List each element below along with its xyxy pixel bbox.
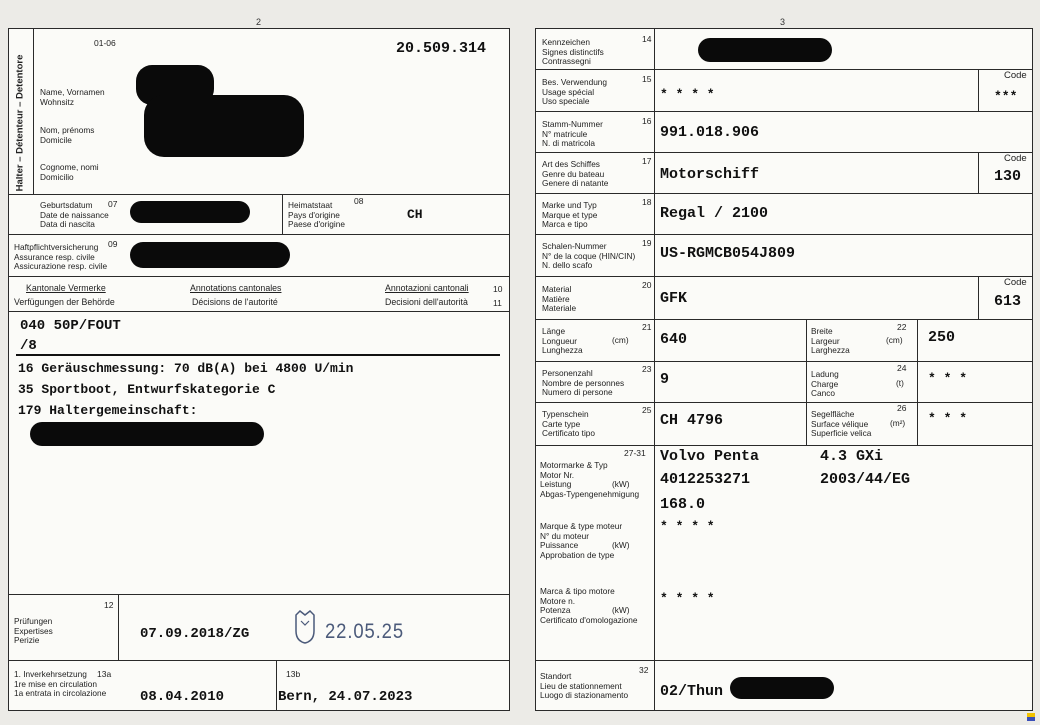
redacted-joint-holder xyxy=(30,422,264,446)
usage-code-label: Code xyxy=(1004,70,1027,81)
field-number-26: 26 xyxy=(897,403,907,413)
type-certificate-label: Typenschein Carte type Certificato tipo xyxy=(542,409,596,438)
remarks-header-col2: Annotations cantonales xyxy=(190,283,282,293)
inspection-date: 07.09.2018/ZG xyxy=(140,626,250,642)
sail-area-label: Segelfläche Surface vélique Superficie velica xyxy=(811,409,872,438)
engine-approval-value: 2003/44/EG xyxy=(820,471,911,488)
field-number-27-31: 27-31 xyxy=(624,448,646,458)
plate-label: Kennzeichen Signes distinctifs Contrassegni xyxy=(542,37,604,66)
name-label-it: Cognome, nomi Domicilio xyxy=(40,162,99,182)
engine-type-value: 4.3 GXi xyxy=(820,448,884,465)
engine-label: Motormarke & Typ Motor Nr. Leistung Abgas-Typengenehmigung xyxy=(540,460,640,499)
field-number-13b: 13b xyxy=(286,669,301,679)
engine-make-value: Volvo Penta xyxy=(660,448,760,465)
remarks-header-col1: Kantonale Vermerke xyxy=(26,283,106,293)
field-number-01-06: 01-06 xyxy=(94,38,116,48)
inspection-stamp-crest-icon xyxy=(293,609,317,645)
remarks-header-row2-col3: Decisioni dell'autorità xyxy=(385,297,468,307)
width-label: Breite Largeur Larghezza xyxy=(811,326,850,355)
location-value: 02/Thun xyxy=(660,683,724,700)
boat-type-code-value: 130 xyxy=(994,168,1022,185)
engine-it-value: * * * * xyxy=(660,591,715,606)
persons-label: Personenzahl Nombre de personnes Numero di persone xyxy=(542,368,625,397)
remarks-header-row2-col2: Décisions de l'autorité xyxy=(192,297,278,307)
engine-fr-value: * * * * xyxy=(660,519,715,534)
remarks-code-line2: /8 xyxy=(20,338,37,354)
issue-place-date: Bern, 24.07.2023 xyxy=(278,689,413,705)
length-value: 640 xyxy=(660,331,688,348)
engine-fr-unit: (kW) xyxy=(612,540,630,550)
field-number-16: 16 xyxy=(642,116,652,126)
location-label: Standort Lieu de stationnement Luogo di stazionamento xyxy=(540,671,629,700)
engine-it-label: Marca & tipo motore Motore n. Potenza Certificato d'omologazione xyxy=(540,586,638,625)
field-number-15: 15 xyxy=(642,74,652,84)
persons-value: 9 xyxy=(660,371,670,388)
first-registration-date: 08.04.2010 xyxy=(140,689,225,705)
load-value: * * * xyxy=(928,371,968,386)
redacted-birth-date xyxy=(130,201,250,223)
load-unit: (t) xyxy=(896,378,904,388)
field-number-19: 19 xyxy=(642,238,652,248)
material-code-label: Code xyxy=(1004,277,1027,288)
insurance-label: Haftpflichtversicherung Assurance resp. civile Assicurazione resp. civile xyxy=(14,242,108,271)
name-label: Name, Vornamen Wohnsitz xyxy=(40,87,105,107)
field-number-12: 12 xyxy=(104,600,114,610)
redacted-insurance xyxy=(130,242,290,268)
field-number-21: 21 xyxy=(642,322,652,332)
remarks-line-sportboat: 35 Sportboot, Entwurfskategorie C xyxy=(18,382,276,397)
type-certificate-value: CH 4796 xyxy=(660,412,724,429)
material-label: Material Matière Materiale xyxy=(542,284,577,313)
field-number-17: 17 xyxy=(642,156,652,166)
field-number-22: 22 xyxy=(897,322,907,332)
field-number-13a: 13a xyxy=(97,669,112,679)
usage-label: Bes. Verwendung Usage spécial Uso speciale xyxy=(542,77,608,106)
engine-fr-label: Marque & type moteur N° du moteur Puissance Approbation de type xyxy=(540,521,623,560)
home-country-value: CH xyxy=(407,207,423,222)
make-type-label: Marke und Typ Marque et type Marca e tipo xyxy=(542,200,598,229)
field-number-18: 18 xyxy=(642,197,652,207)
width-value: 250 xyxy=(928,329,956,346)
remarks-header-row2-col1: Verfügungen der Behörde xyxy=(14,297,115,307)
length-label: Länge Longueur Lunghezza xyxy=(542,326,583,355)
remarks-line-joint-holder: 179 Haltergemeinschaft: xyxy=(18,403,198,418)
corner-mark-blue xyxy=(1027,717,1035,721)
field-number-20: 20 xyxy=(642,280,652,290)
hull-number-label: Schalen-Nummer N° de la coque (HIN/CIN) N. dello scafo xyxy=(542,241,636,270)
sail-area-unit: (m²) xyxy=(890,418,906,428)
material-code-value: 613 xyxy=(994,293,1022,310)
registration-number-value: 991.018.906 xyxy=(660,124,760,141)
field-number-24: 24 xyxy=(897,363,907,373)
remarks-code-line1: 040 50P/FOUT xyxy=(20,318,121,334)
holder-header: Halter – Détenteur – Detentore xyxy=(14,54,26,191)
first-registration-label: 1. Inverkehrsetzung 1re mise en circulation 1a entrata in circolazione xyxy=(14,669,107,698)
length-unit: (cm) xyxy=(612,335,629,345)
field-number-11: 11 xyxy=(493,298,502,308)
engine-power-unit: (kW) xyxy=(612,479,630,489)
redacted-holder-address xyxy=(144,95,304,157)
field-number-07: 07 xyxy=(108,199,118,209)
engine-serial-value: 4012253271 xyxy=(660,471,751,488)
name-label-fr: Nom, prénoms Domicile xyxy=(40,125,95,145)
field-number-25: 25 xyxy=(642,405,652,415)
remarks-line-noise: 16 Geräuschmessung: 70 dB(A) bei 4800 U/min xyxy=(18,361,354,376)
birth-date-label: Geburtsdatum Date de naissance Data di nascita xyxy=(40,200,109,229)
hull-number-value: US-RGMCB054J809 xyxy=(660,245,796,262)
field-number-14: 14 xyxy=(642,34,652,44)
load-label: Ladung Charge Canco xyxy=(811,369,839,398)
redacted-plate xyxy=(698,38,832,62)
usage-code-value: *** xyxy=(994,89,1018,104)
home-country-label: Heimatstaat Pays d'origine Paese d'origine xyxy=(288,200,345,229)
remarks-header-col3: Annotazioni cantonali xyxy=(385,283,469,293)
redacted-location xyxy=(730,677,834,699)
engine-power-value: 168.0 xyxy=(660,496,706,513)
material-value: GFK xyxy=(660,290,688,307)
field-number-09: 09 xyxy=(108,239,118,249)
page-number-right: 3 xyxy=(780,17,786,27)
boat-type-code-label: Code xyxy=(1004,153,1027,164)
boat-type-value: Motorschiff xyxy=(660,166,760,183)
field-number-10: 10 xyxy=(493,284,503,294)
holder-id-number: 20.509.314 xyxy=(396,40,487,57)
registration-number-label: Stamm-Nummer N° matricule N. di matricola xyxy=(542,119,603,148)
inspection-stamp-date: 22.05.25 xyxy=(325,620,404,643)
make-type-value: Regal / 2100 xyxy=(660,205,769,222)
usage-value: * * * * xyxy=(660,87,715,102)
field-number-23: 23 xyxy=(642,364,652,374)
inspections-label: Prüfungen Expertises Perizie xyxy=(14,616,53,645)
sail-area-value: * * * xyxy=(928,411,968,426)
width-unit: (cm) xyxy=(886,335,903,345)
field-number-32: 32 xyxy=(639,665,649,675)
boat-type-label: Art des Schiffes Genre du bateau Genere di natante xyxy=(542,159,609,188)
page-number-left: 2 xyxy=(256,17,262,27)
field-number-08: 08 xyxy=(354,196,364,206)
engine-it-unit: (kW) xyxy=(612,605,630,615)
